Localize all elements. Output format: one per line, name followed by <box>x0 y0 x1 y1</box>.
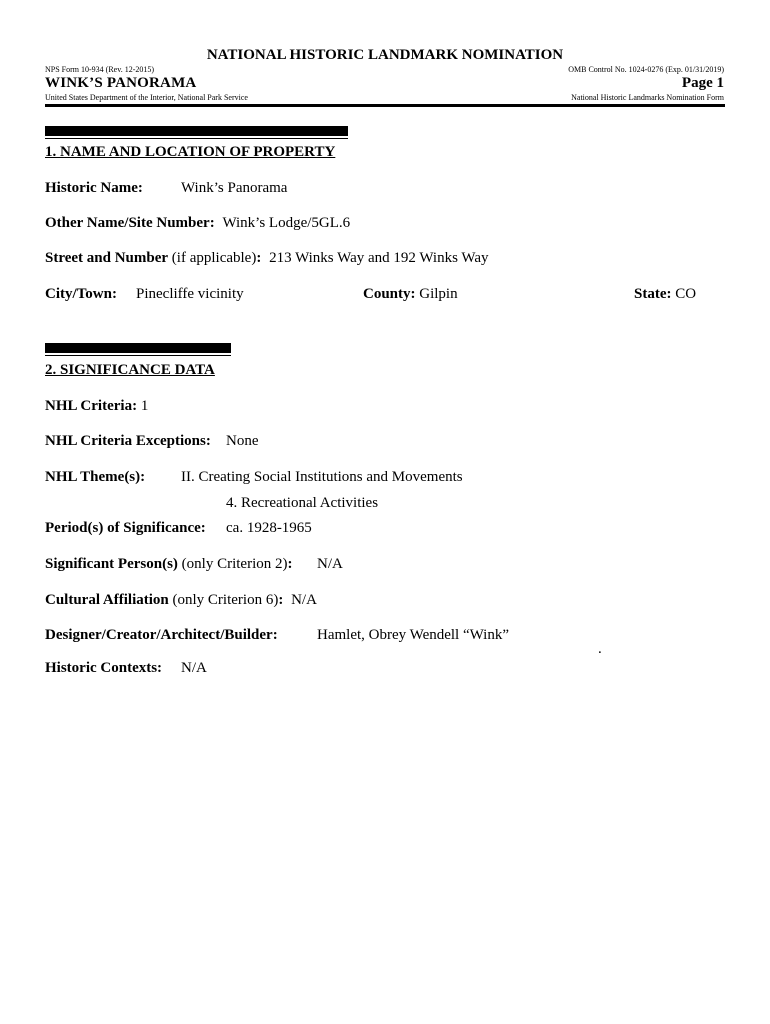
cultural-label: Cultural Affiliation <box>45 592 169 608</box>
exceptions-label: NHL Criteria Exceptions: <box>45 433 211 449</box>
criteria-row <box>45 398 148 415</box>
criteria-value: 1 <box>140 398 149 414</box>
cultural-colon: : <box>278 592 284 608</box>
other-name-row <box>45 215 350 232</box>
theme-2: 4. Recreational Activities <box>226 495 379 511</box>
persons-value: N/A <box>317 556 343 572</box>
contexts-value: N/A <box>181 660 207 676</box>
other-name-label: Other Name/Site Number: <box>45 215 215 231</box>
persons-label: Significant Person(s) <box>45 556 178 572</box>
historic-name-value: Wink’s Panorama <box>181 180 288 196</box>
form-number: NPS Form 10-934 (Rev. 12-2015) <box>45 65 155 74</box>
county-label: County: <box>363 286 416 302</box>
exceptions-value: None <box>226 433 259 449</box>
section-1-title: 1. NAME AND LOCATION OF PROPERTY <box>45 144 336 160</box>
persons-row <box>45 556 293 573</box>
contexts-label: Historic Contexts: <box>45 660 163 676</box>
street-row <box>45 250 489 267</box>
omb-control-number: OMB Control No. 1024-0276 (Exp. 01/31/2019) <box>568 65 724 74</box>
cultural-note: (only Criterion 6) <box>172 592 279 608</box>
criteria-label: NHL Criteria: <box>45 398 138 414</box>
county-row <box>363 286 458 303</box>
section-2-bar <box>45 343 231 353</box>
document-title: NATIONAL HISTORIC LANDMARK NOMINATION <box>206 47 564 63</box>
period-value: ca. 1928-1965 <box>226 520 312 536</box>
state-value: CO <box>675 286 697 302</box>
section-2-title: 2. SIGNIFICANCE DATA <box>45 362 215 378</box>
other-name-value: Wink’s Lodge/5GL.6 <box>222 215 351 231</box>
cultural-value: N/A <box>291 592 317 608</box>
city-value: Pinecliffe vicinity <box>136 286 244 302</box>
persons-note: (only Criterion 2) <box>181 556 288 572</box>
city-label: City/Town: <box>45 286 117 302</box>
property-name-header: WINK’S PANORAMA <box>45 75 197 91</box>
section-1-bar-underline <box>45 138 348 139</box>
stray-mark: . <box>598 641 602 657</box>
state-label: State: <box>634 286 672 302</box>
section-1-bar <box>45 126 348 136</box>
state-row <box>634 286 696 303</box>
section-2-bar-underline <box>45 355 231 356</box>
designer-value: Hamlet, Obrey Wendell “Wink” <box>317 627 510 643</box>
street-label: Street and Number <box>45 250 169 266</box>
county-value: Gilpin <box>419 286 458 302</box>
street-colon: : <box>256 250 262 266</box>
header-rule <box>45 104 725 107</box>
period-label: Period(s) of Significance: <box>45 520 206 536</box>
designer-label: Designer/Creator/Architect/Builder: <box>45 627 278 643</box>
agency-name: United States Department of the Interior, National Park Service <box>45 93 248 102</box>
street-value: 213 Winks Way and 192 Winks Way <box>269 250 489 266</box>
persons-colon: : <box>287 556 293 572</box>
cultural-row <box>45 592 317 609</box>
page-number: Page 1 <box>681 75 724 91</box>
street-note: (if applicable) <box>171 250 257 266</box>
theme-1: II. Creating Social Institutions and Movements <box>181 469 463 485</box>
form-name: National Historic Landmarks Nomination Form <box>571 93 724 102</box>
historic-name-label: Historic Name: <box>45 180 143 196</box>
themes-label: NHL Theme(s): <box>45 469 146 485</box>
